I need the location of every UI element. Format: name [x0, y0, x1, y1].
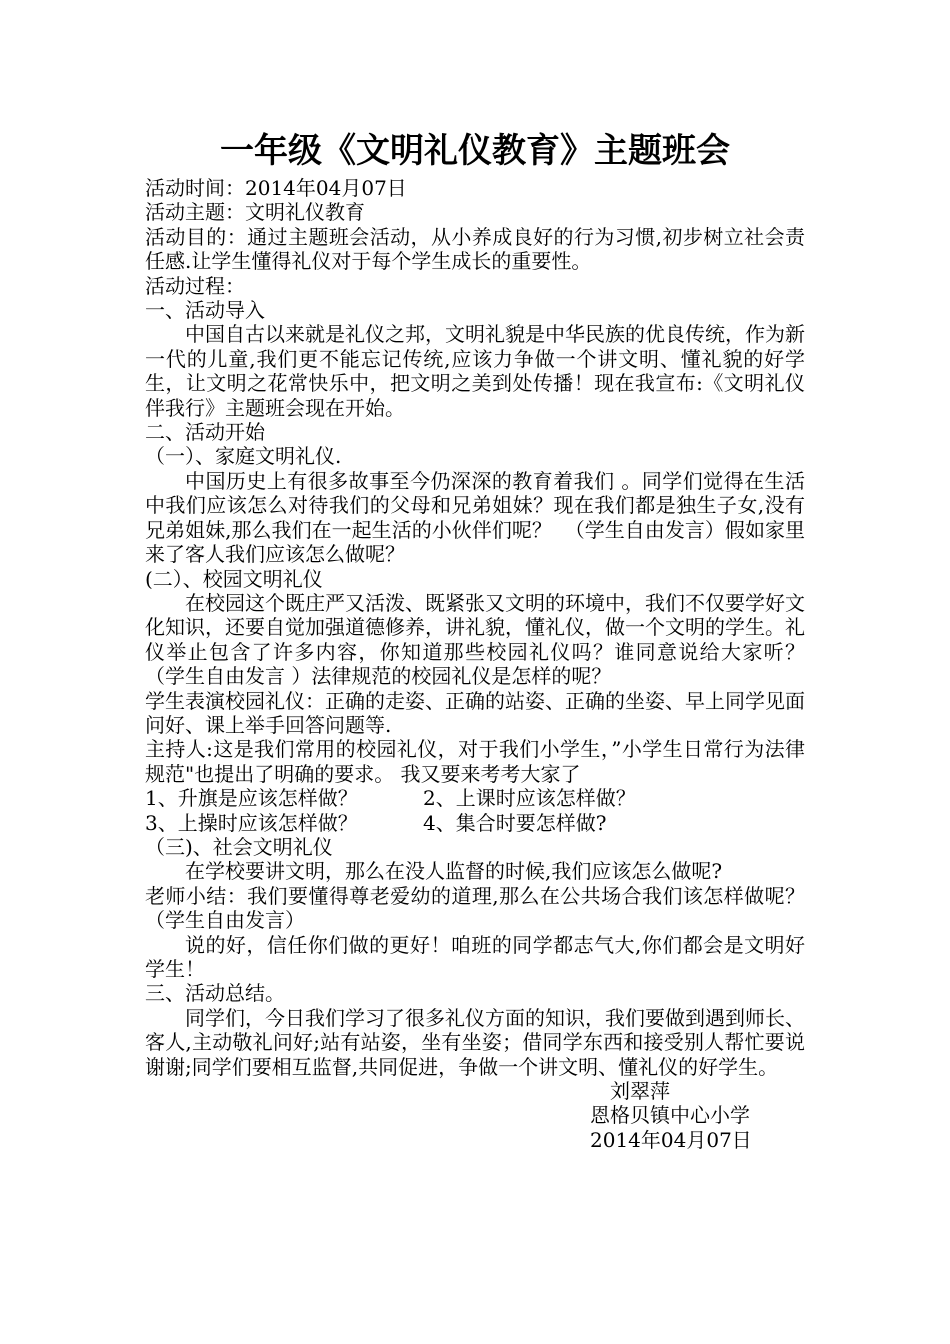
section2-sub2-heading: (二）、校园文明礼仪 [145, 566, 323, 591]
activity-theme: 活动主题：文明礼仪教育 [145, 200, 365, 225]
section1-paragraph: 中国自古以来就是礼仪之邦，文明礼貌是中华民族的优良传统，作为新一代的儿童,我们更不能忘记传统,应该力争做一个讲文明、懂礼貌的好学生，让文明之花常快乐中，把文明之美到处传播！现在我宣布:《文明礼仪伴我行》主题班会现在开始。 [145, 322, 805, 420]
signature-block [590, 1079, 850, 1152]
activity-time: 活动时间：2014年04月07日 [145, 176, 407, 200]
question-3: 3、上操时应该怎样做？ [145, 810, 358, 835]
section3-paragraph: 同学们，今日我们学习了很多礼仪方面的知识，我们要做到遇到师长、客人,主动敬礼问好;站有站姿，坐有坐姿；借同学东西和接受别人帮忙要说谢谢;同学们要相互监督,共同促进，争做一个讲文明、懂礼仪的好学生。 [145, 1005, 805, 1079]
section2-sub3-praise: 说的好，信任你们做的更好！咱班的同学都志气大,你们都会是文明好学生！ [145, 932, 805, 981]
section2-sub1-heading: （一）、家庭文明礼仪. [145, 444, 342, 469]
question-row-2 [145, 811, 805, 835]
section2-sub2-paragraph: 在校园这个既庄严又活泼、既紧张又文明的环境中，我们不仅要学好文化知识，还要自觉加强道德修养，讲礼貌，懂礼仪，做一个文明的学生。礼仪举止包含了许多内容，你知道那些校园礼仪吗？谁同意说给大家听？ （学生自由发言 ）法律规范的校园礼仪是怎样的呢？ [145, 590, 818, 689]
section2-sub3-summary: 老师小结：我们要懂得尊老爱幼的道理,那么在公共场合我们该怎样做呢？ （学生自由发言） [145, 883, 818, 933]
activity-purpose: 活动目的：通过主题班会活动，从小养成良好的行为习惯,初步树立社会责任感.让学生懂得礼仪对于每个学生成长的重要性。 [145, 224, 805, 274]
signature-name: 刘翠萍 [610, 1079, 670, 1104]
section3-heading: 三、活动总结。 [145, 981, 285, 1006]
section2-heading: 二、活动开始 [145, 420, 265, 445]
question-4: 4、集合时要怎样做? [423, 810, 607, 835]
signature-school: 恩格贝镇中心小学 [590, 1103, 750, 1128]
activity-process-label: 活动过程： [145, 273, 245, 298]
question-1: 1、升旗是应该怎样做？ [145, 786, 358, 811]
section2-sub2-performance: 学生表演校园礼仪：正确的走姿、正确的站姿、正确的坐姿、早上同学见面问好、课上举手回答问题等. [145, 688, 805, 737]
section1-heading: 一、活动导入 [145, 298, 265, 323]
section2-sub3-heading: （三)、社会文明礼仪 [145, 834, 333, 859]
question-2: 2、上课时应该怎样做？ [423, 786, 636, 811]
document-page [145, 128, 818, 1152]
question-row-1 [145, 786, 805, 810]
section2-sub3-paragraph: 在学校要讲文明，那么在没人监督的时候,我们应该怎么做呢? [185, 859, 723, 884]
section2-sub1-paragraph: 中国历史上有很多故事至今仍深深的教育着我们 。同学们觉得在生活中我们应该怎么对待我们的父母和兄弟姐妹？现在我们都是独生子女,没有兄弟姐妹,那么我们在一起生活的小伙伴们呢？ （学生自由发言）假如家里来了客人我们应该怎么做呢？ [145, 468, 805, 567]
signature-date: 2014年04月07日 [590, 1127, 752, 1152]
section2-sub2-host: 主持人:这是我们常用的校园礼仪，对于我们小学生，”小学生日常行为法律规范"也提出了明确的要求。 我又要来考考大家了 [145, 737, 805, 786]
document-title: 一年级《文明礼仪教育》主题班会 [220, 131, 730, 171]
